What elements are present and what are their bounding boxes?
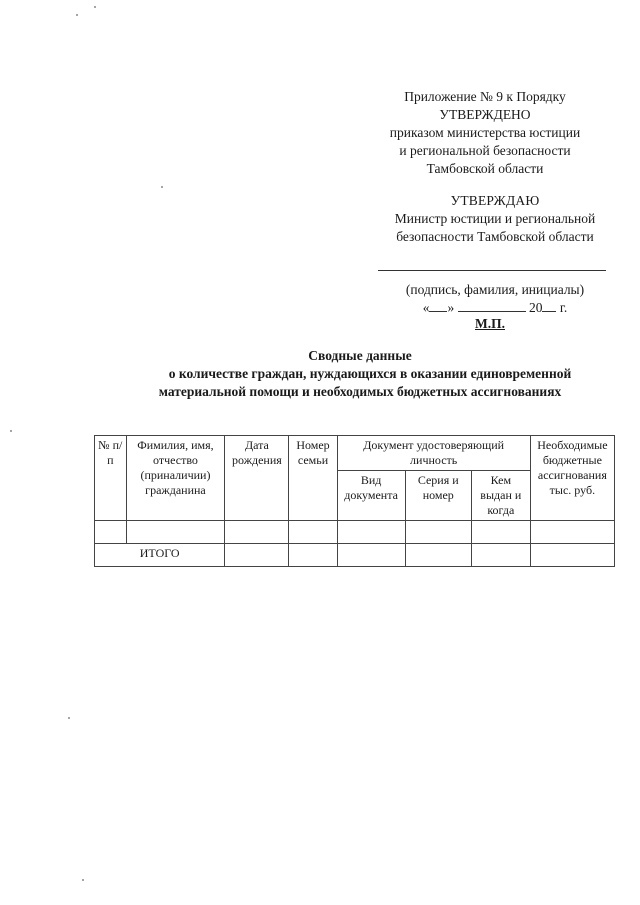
stamp-place: М.П. (475, 316, 505, 331)
header-fio: Фимилия, имя, отчество (приналичии) гражданина (126, 436, 225, 521)
header-doc-type: Вид документа (337, 471, 405, 521)
table-header-row (95, 436, 615, 471)
scan-speck (68, 717, 70, 719)
year-suffix: г. (559, 300, 568, 315)
signature-line (378, 270, 606, 271)
summary-table (94, 435, 615, 567)
header-num: № п/п (95, 436, 127, 521)
approver-title: Министр юстиции и региональной (394, 211, 596, 226)
header-doc-series: Серия и номер (405, 471, 471, 521)
approved-by-line: Тамбовской области (426, 161, 544, 176)
table-cell (225, 521, 289, 544)
scan-speck (10, 430, 12, 432)
header-family: Номер семьи (289, 436, 337, 521)
appendix-line: Приложение № 9 к Порядку (404, 89, 566, 104)
table-cell (225, 544, 289, 567)
scan-speck (76, 14, 78, 16)
header-budget: Необходимые бюджетные ассигнования тыс. руб. (530, 436, 614, 521)
month-blank (458, 299, 526, 312)
table-cell (289, 521, 337, 544)
date-close-quote: » (447, 300, 455, 315)
table-cell (337, 521, 405, 544)
approved-by-line: и региональной безопасности (399, 143, 571, 158)
table-cell (471, 521, 530, 544)
signature-caption: (подпись, фамилия, инициалы) (405, 282, 585, 297)
total-label: ИТОГО (95, 544, 225, 567)
table-row (95, 521, 615, 544)
date-field (380, 299, 610, 316)
title-line: Сводные данные (308, 348, 412, 363)
approved-by-line: приказом министерства юстиции (389, 125, 581, 140)
title-line: о количестве граждан, нуждающихся в оказании единовременной (168, 366, 572, 381)
table-cell (95, 521, 127, 544)
scan-speck (161, 186, 163, 188)
approver-title: безопасности Тамбовской области (396, 229, 594, 244)
table-cell (337, 544, 405, 567)
table-cell (530, 521, 614, 544)
approval-block (350, 192, 640, 246)
table-cell (405, 521, 471, 544)
title-line: материальной помощи и необходимых бюджетных ассигнованиях (158, 384, 562, 399)
header-doc-issued: Кем выдан и когда (471, 471, 530, 521)
table-cell (530, 544, 614, 567)
year-blank (542, 299, 556, 312)
day-blank (429, 299, 447, 312)
approve-label: УТВЕРЖДАЮ (450, 193, 540, 208)
document-title (100, 347, 620, 401)
table-cell (405, 544, 471, 567)
table-cell (471, 544, 530, 567)
approved-label: УТВЕРЖДЕНО (439, 107, 531, 122)
scan-speck (82, 879, 84, 881)
table-cell (289, 544, 337, 567)
appendix-header (340, 88, 630, 178)
table-cell (126, 521, 225, 544)
scan-speck (94, 6, 96, 8)
header-dob: Дата рождения (225, 436, 289, 521)
total-row (95, 544, 615, 567)
header-doc-group: Документ удостоверяющий личность (337, 436, 530, 471)
year-prefix: 20 (528, 300, 543, 315)
date-open-quote: « (422, 300, 430, 315)
